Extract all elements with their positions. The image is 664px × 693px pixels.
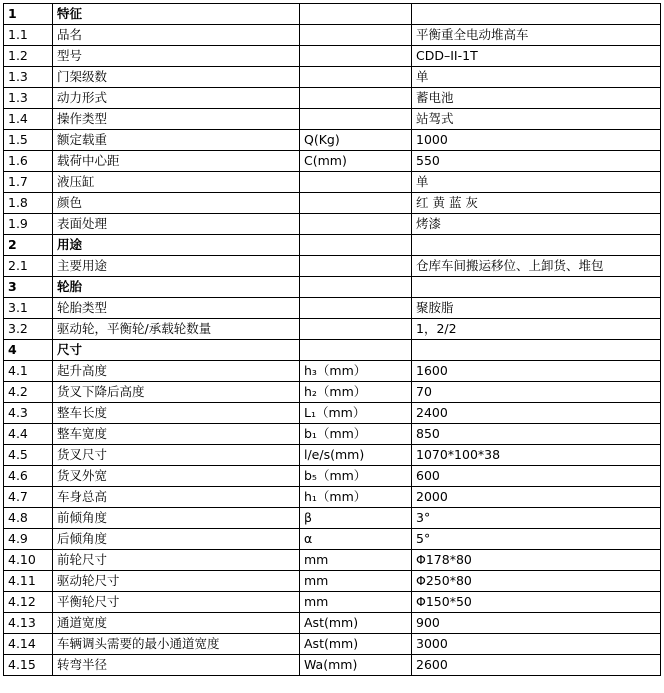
- row-symbol: mm: [300, 592, 412, 613]
- row-value: 5°: [412, 529, 661, 550]
- row-name: 平衡轮尺寸: [53, 592, 300, 613]
- row-symbol: [300, 172, 412, 193]
- table-section-row: [4, 277, 661, 298]
- row-name: 操作类型: [53, 109, 300, 130]
- row-value: 3°: [412, 508, 661, 529]
- row-name: 通道宽度: [53, 613, 300, 634]
- specification-table: [3, 3, 661, 676]
- row-value: 蓄电池: [412, 88, 661, 109]
- row-name: 驱动轮尺寸: [53, 571, 300, 592]
- row-name: 后倾角度: [53, 529, 300, 550]
- row-number: 1.8: [4, 193, 53, 214]
- row-number: 4.11: [4, 571, 53, 592]
- specification-table-body: [4, 4, 661, 676]
- row-symbol: C(mm): [300, 151, 412, 172]
- row-symbol: [300, 46, 412, 67]
- row-value: 平衡重全电动堆高车: [412, 25, 661, 46]
- row-name: 载荷中心距: [53, 151, 300, 172]
- row-value: 3000: [412, 634, 661, 655]
- table-row: [4, 109, 661, 130]
- row-name: 前倾角度: [53, 508, 300, 529]
- row-value: 单: [412, 172, 661, 193]
- table-row: [4, 550, 661, 571]
- row-symbol: Ast(mm): [300, 634, 412, 655]
- row-number: 3.1: [4, 298, 53, 319]
- row-symbol: [300, 67, 412, 88]
- row-number: 1.4: [4, 109, 53, 130]
- row-number: 1: [4, 4, 53, 25]
- row-number: 4.6: [4, 466, 53, 487]
- row-value: 1000: [412, 130, 661, 151]
- row-symbol: [300, 25, 412, 46]
- row-symbol: α: [300, 529, 412, 550]
- row-symbol: Ast(mm): [300, 613, 412, 634]
- row-name: 起升高度: [53, 361, 300, 382]
- row-value: 聚胺脂: [412, 298, 661, 319]
- row-number: 4.10: [4, 550, 53, 571]
- row-name: 车辆调头需要的最小通道宽度: [53, 634, 300, 655]
- table-row: [4, 487, 661, 508]
- table-row: [4, 25, 661, 46]
- row-name: 表面处理: [53, 214, 300, 235]
- row-symbol: [300, 298, 412, 319]
- row-symbol: mm: [300, 550, 412, 571]
- table-row: [4, 88, 661, 109]
- row-name: 额定载重: [53, 130, 300, 151]
- row-symbol: L₁（mm）: [300, 403, 412, 424]
- row-name: 货叉尺寸: [53, 445, 300, 466]
- row-value: 单: [412, 67, 661, 88]
- row-symbol: [300, 340, 412, 361]
- table-row: [4, 319, 661, 340]
- row-value: 70: [412, 382, 661, 403]
- row-name: 门架级数: [53, 67, 300, 88]
- row-value: 1，2/2: [412, 319, 661, 340]
- row-value: 600: [412, 466, 661, 487]
- table-row: [4, 592, 661, 613]
- row-number: 4.13: [4, 613, 53, 634]
- row-symbol: b₅（mm）: [300, 466, 412, 487]
- row-name: 轮胎: [53, 277, 300, 298]
- row-value: [412, 4, 661, 25]
- row-number: 4.7: [4, 487, 53, 508]
- row-number: 4.2: [4, 382, 53, 403]
- row-symbol: Q(Kg): [300, 130, 412, 151]
- table-row: [4, 298, 661, 319]
- row-name: 货叉下降后高度: [53, 382, 300, 403]
- row-value: 2400: [412, 403, 661, 424]
- row-number: 4.15: [4, 655, 53, 676]
- row-name: 车身总高: [53, 487, 300, 508]
- row-name: 货叉外宽: [53, 466, 300, 487]
- table-row: [4, 529, 661, 550]
- row-number: 1.9: [4, 214, 53, 235]
- row-name: 转弯半径: [53, 655, 300, 676]
- row-value: 1600: [412, 361, 661, 382]
- row-symbol: [300, 319, 412, 340]
- table-row: [4, 445, 661, 466]
- row-symbol: l/e/s(mm): [300, 445, 412, 466]
- row-name: 轮胎类型: [53, 298, 300, 319]
- table-row: [4, 67, 661, 88]
- row-number: 1.3: [4, 88, 53, 109]
- row-name: 颜色: [53, 193, 300, 214]
- row-number: 2.1: [4, 256, 53, 277]
- row-symbol: [300, 214, 412, 235]
- row-number: 4.4: [4, 424, 53, 445]
- row-symbol: [300, 4, 412, 25]
- row-number: 1.1: [4, 25, 53, 46]
- table-section-row: [4, 4, 661, 25]
- row-value: 2000: [412, 487, 661, 508]
- row-name: 整车长度: [53, 403, 300, 424]
- table-row: [4, 193, 661, 214]
- table-section-row: [4, 235, 661, 256]
- row-number: 1.7: [4, 172, 53, 193]
- row-symbol: h₂（mm）: [300, 382, 412, 403]
- row-number: 4.1: [4, 361, 53, 382]
- table-row: [4, 214, 661, 235]
- table-row: [4, 46, 661, 67]
- row-value: Φ150*50: [412, 592, 661, 613]
- row-name: 主要用途: [53, 256, 300, 277]
- table-section-row: [4, 340, 661, 361]
- row-value: 站驾式: [412, 109, 661, 130]
- row-value: [412, 340, 661, 361]
- row-number: 3.2: [4, 319, 53, 340]
- table-row: [4, 508, 661, 529]
- row-symbol: Wa(mm): [300, 655, 412, 676]
- row-symbol: [300, 109, 412, 130]
- row-name: 动力形式: [53, 88, 300, 109]
- row-number: 1.3: [4, 67, 53, 88]
- row-name: 特征: [53, 4, 300, 25]
- table-row: [4, 130, 661, 151]
- row-value: [412, 235, 661, 256]
- row-value: 2600: [412, 655, 661, 676]
- row-number: 1.6: [4, 151, 53, 172]
- row-number: 4.9: [4, 529, 53, 550]
- table-row: [4, 361, 661, 382]
- row-name: 型号: [53, 46, 300, 67]
- row-value: 550: [412, 151, 661, 172]
- row-symbol: b₁（mm）: [300, 424, 412, 445]
- table-row: [4, 466, 661, 487]
- row-symbol: mm: [300, 571, 412, 592]
- row-name: 整车宽度: [53, 424, 300, 445]
- table-row: [4, 571, 661, 592]
- table-row: [4, 256, 661, 277]
- table-row: [4, 613, 661, 634]
- row-name: 前轮尺寸: [53, 550, 300, 571]
- row-value: 850: [412, 424, 661, 445]
- row-number: 4.3: [4, 403, 53, 424]
- row-value: 烤漆: [412, 214, 661, 235]
- table-row: [4, 403, 661, 424]
- row-value: Φ250*80: [412, 571, 661, 592]
- row-number: 2: [4, 235, 53, 256]
- row-number: 1.5: [4, 130, 53, 151]
- table-row: [4, 424, 661, 445]
- row-name: 品名: [53, 25, 300, 46]
- table-row: [4, 634, 661, 655]
- row-symbol: h₁（mm）: [300, 487, 412, 508]
- row-symbol: h₃（mm）: [300, 361, 412, 382]
- row-symbol: [300, 88, 412, 109]
- row-number: 4.5: [4, 445, 53, 466]
- row-value: Φ178*80: [412, 550, 661, 571]
- row-number: 4.8: [4, 508, 53, 529]
- row-number: 4.14: [4, 634, 53, 655]
- row-number: 4: [4, 340, 53, 361]
- row-value: 1070*100*38: [412, 445, 661, 466]
- row-value: 红 黄 蓝 灰: [412, 193, 661, 214]
- table-row: [4, 151, 661, 172]
- row-number: 4.12: [4, 592, 53, 613]
- row-symbol: β: [300, 508, 412, 529]
- table-row: [4, 172, 661, 193]
- row-name: 尺寸: [53, 340, 300, 361]
- row-symbol: [300, 193, 412, 214]
- row-name: 用途: [53, 235, 300, 256]
- table-row: [4, 655, 661, 676]
- table-row: [4, 382, 661, 403]
- row-symbol: [300, 235, 412, 256]
- row-symbol: [300, 277, 412, 298]
- row-name: 驱动轮，平衡轮/承载轮数量: [53, 319, 300, 340]
- row-number: 3: [4, 277, 53, 298]
- row-value: 仓库车间搬运移位、上卸货、堆包: [412, 256, 661, 277]
- row-name: 液压缸: [53, 172, 300, 193]
- row-symbol: [300, 256, 412, 277]
- row-value: [412, 277, 661, 298]
- row-value: CDD–II-1T: [412, 46, 661, 67]
- row-number: 1.2: [4, 46, 53, 67]
- row-value: 900: [412, 613, 661, 634]
